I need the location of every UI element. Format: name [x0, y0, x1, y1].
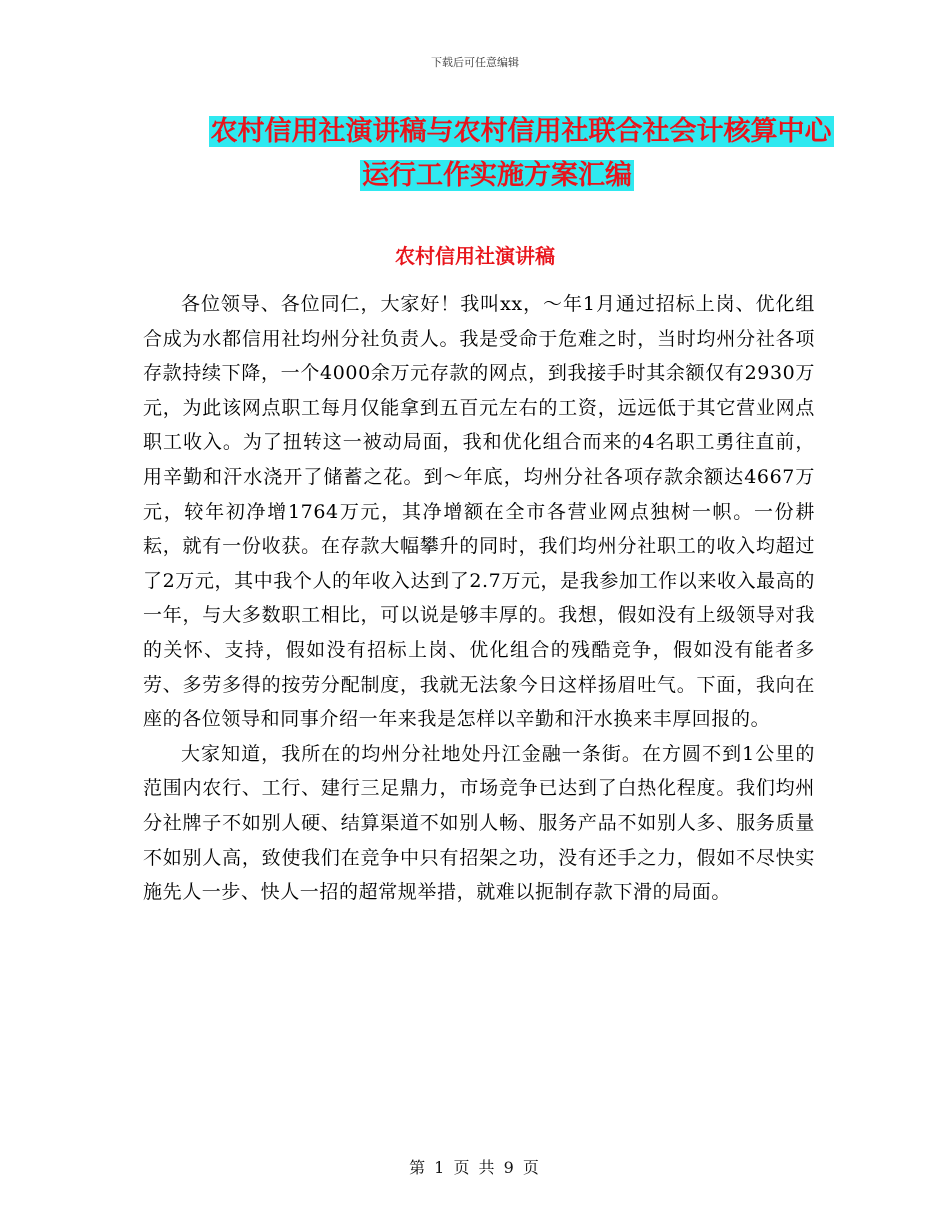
document-body [143, 287, 815, 910]
document-title-line-2 [140, 155, 854, 197]
paragraph: 各位领导、各位同仁，大家好！我叫xx，～年1月通过招标上岗、优化组合成为水都信用社均州分社负责人。我是受命于危难之时，当时均州分社各项存款持续下降，一个4000余万元存款的网点，到我接手时其余额仅有2930万元，为此该网点职工每月仅能拿到五百元左右的工资，远远低于其它营业网点职工收入。为了扭转这一被动局面，我和优化组合而来的4名职工勇往直前，用辛勤和汗水浇开了储蓄之花。到～年底，均州分社各项存款余额达4667万元，较年初净增1764万元，其净增额在全市各营业网点独树一帜。一份耕耘，就有一份收获。在存款大幅攀升的同时，我们均州分社职工的收入均超过了2万元，其中我个人的年收入达到了2.7万元，是我参加工作以来收入最高的一年，与大多数职工相比，可以说是够丰厚的。我想，假如没有上级领导对我的关怀、支持，假如没有招标上岗、优化组合的残酷竞争，假如没有能者多劳、多劳多得的按劳分配制度，我就无法象今日这样扬眉吐气。下面，我向在座的各位领导和同事介绍一年来我是怎样以辛勤和汗水换来丰厚回报的。 [143, 293, 815, 731]
header-note: 下载后可任意编辑 [431, 56, 519, 69]
title-highlight: 农村信用社演讲稿与农村信用社联合社会计核算中心 [210, 116, 832, 147]
document-title-line-1 [140, 111, 854, 153]
title-highlight: 运行工作实施方案汇编 [362, 160, 632, 191]
section-title: 农村信用社演讲稿 [395, 243, 555, 268]
page-footer: 第 1 页 共 9 页 [409, 1158, 541, 1177]
paragraph: 大家知道，我所在的均州分社地处丹江金融一条街。在方圆不到1公里的范围内农行、工行、建行三足鼎力，市场竞争已达到了白热化程度。我们均州分社牌子不如别人硬、结算渠道不如别人畅、服务产品不如别人多、服务质量不如别人高，致使我们在竞争中只有招架之功，没有还手之力，假如不尽快实施先人一步、快人一招的超常规举措，就难以扼制存款下滑的局面。 [143, 742, 815, 904]
